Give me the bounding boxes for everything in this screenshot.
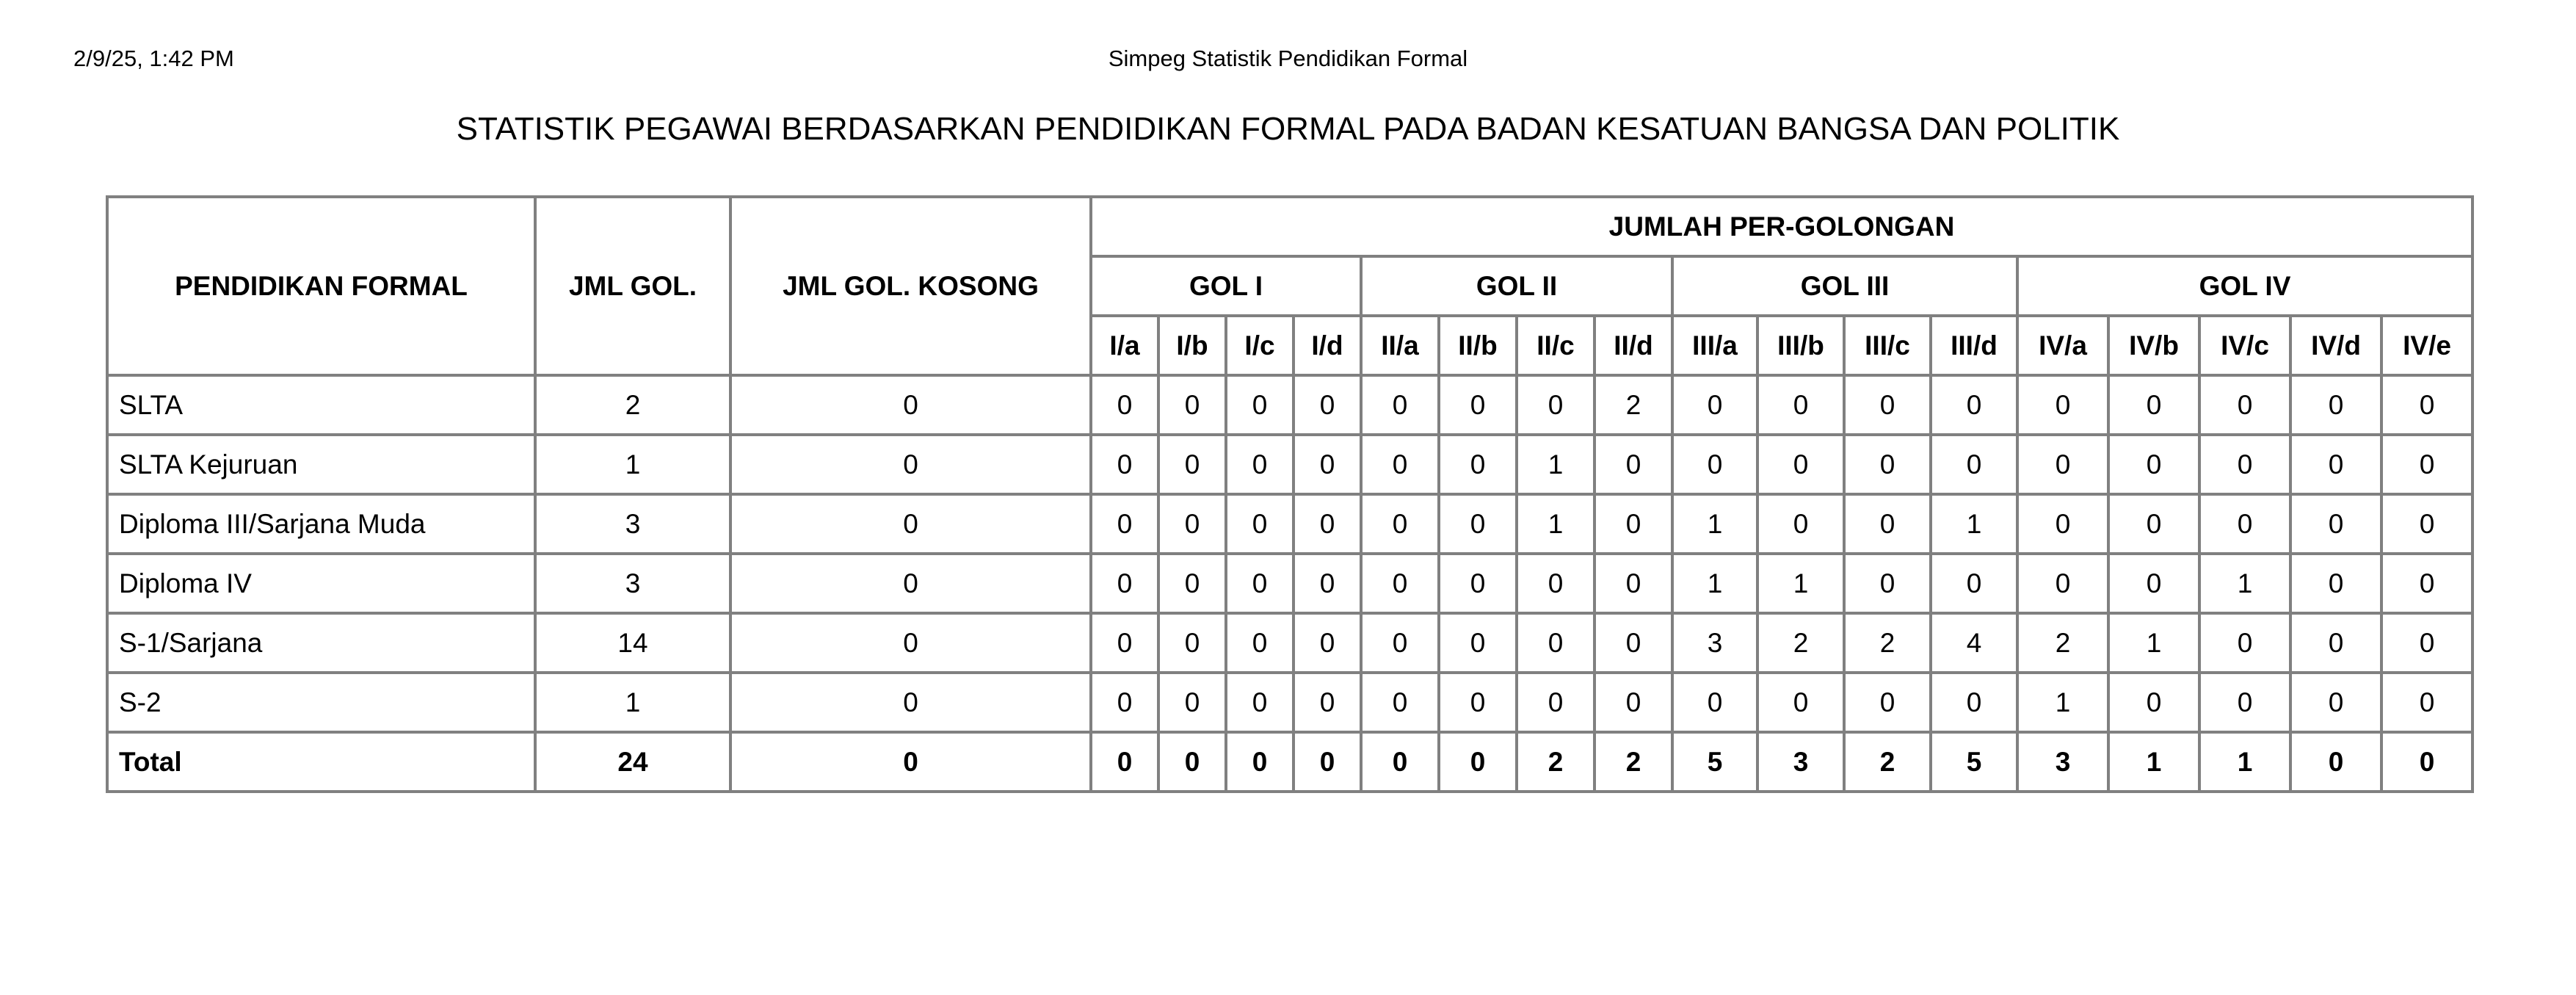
cell-golongan-value: 3 xyxy=(1757,732,1844,792)
cell-golongan-value: 0 xyxy=(1226,375,1294,435)
cell-golongan-value: 0 xyxy=(2290,494,2381,554)
cell-golongan-value: 2 xyxy=(2017,613,2108,673)
header-subgolongan: IV/e xyxy=(2381,316,2472,375)
cell-golongan-value: 0 xyxy=(1844,673,1931,732)
cell-golongan-value: 2 xyxy=(1757,613,1844,673)
header-subgolongan: I/a xyxy=(1091,316,1158,375)
cell-golongan-value: 0 xyxy=(1844,554,1931,613)
cell-golongan-value: 0 xyxy=(1439,375,1517,435)
cell-golongan-value: 0 xyxy=(1226,554,1294,613)
cell-golongan-value: 5 xyxy=(1931,732,2017,792)
header-subgolongan: III/b xyxy=(1757,316,1844,375)
cell-golongan-value: 1 xyxy=(2199,554,2290,613)
cell-golongan-value: 0 xyxy=(2381,494,2472,554)
cell-golongan-value: 1 xyxy=(1517,435,1594,494)
cell-golongan-value: 0 xyxy=(1844,494,1931,554)
cell-golongan-value: 0 xyxy=(1294,435,1361,494)
cell-golongan-value: 1 xyxy=(1517,494,1594,554)
cell-golongan-value: 0 xyxy=(1931,435,2017,494)
row-label: SLTA xyxy=(107,375,535,435)
cell-golongan-value: 0 xyxy=(2017,435,2108,494)
cell-jml-gol-kosong: 0 xyxy=(730,435,1091,494)
cell-golongan-value: 0 xyxy=(1517,375,1594,435)
cell-jml-gol-kosong: 0 xyxy=(730,494,1091,554)
cell-golongan-value: 0 xyxy=(2381,435,2472,494)
cell-golongan-value: 0 xyxy=(1091,554,1158,613)
cell-golongan-value: 0 xyxy=(1294,673,1361,732)
cell-golongan-value: 0 xyxy=(2290,435,2381,494)
header-subgolongan: II/d xyxy=(1594,316,1672,375)
cell-golongan-value: 0 xyxy=(1361,673,1439,732)
header-group: GOL III xyxy=(1672,256,2017,316)
cell-golongan-value: 0 xyxy=(2290,613,2381,673)
cell-golongan-value: 0 xyxy=(1226,435,1294,494)
cell-golongan-value: 1 xyxy=(2108,732,2199,792)
cell-golongan-value: 0 xyxy=(1757,673,1844,732)
cell-golongan-value: 2 xyxy=(1594,375,1672,435)
cell-golongan-value: 0 xyxy=(2381,732,2472,792)
cell-golongan-value: 0 xyxy=(1517,613,1594,673)
header-jml-gol-kosong: JML GOL. KOSONG xyxy=(730,197,1091,375)
cell-golongan-value: 0 xyxy=(2199,375,2290,435)
cell-golongan-value: 0 xyxy=(1439,554,1517,613)
cell-golongan-value: 4 xyxy=(1931,613,2017,673)
row-label: S-1/Sarjana xyxy=(107,613,535,673)
cell-golongan-value: 0 xyxy=(1361,732,1439,792)
header-group: GOL IV xyxy=(2017,256,2472,316)
cell-golongan-value: 0 xyxy=(1158,435,1226,494)
header-subgolongan: II/b xyxy=(1439,316,1517,375)
table-row xyxy=(107,613,2472,673)
cell-golongan-value: 0 xyxy=(1439,673,1517,732)
cell-jml-gol-kosong: 0 xyxy=(730,375,1091,435)
cell-golongan-value: 0 xyxy=(1226,494,1294,554)
table-row xyxy=(107,494,2472,554)
cell-golongan-value: 0 xyxy=(1757,435,1844,494)
cell-golongan-value: 0 xyxy=(1226,613,1294,673)
cell-golongan-value: 0 xyxy=(1091,732,1158,792)
cell-golongan-value: 0 xyxy=(1158,554,1226,613)
cell-golongan-value: 0 xyxy=(2290,673,2381,732)
cell-golongan-value: 0 xyxy=(2108,435,2199,494)
cell-jml-gol: 3 xyxy=(535,554,730,613)
cell-golongan-value: 0 xyxy=(1091,613,1158,673)
cell-golongan-value: 1 xyxy=(1757,554,1844,613)
cell-jml-gol: 3 xyxy=(535,494,730,554)
cell-golongan-value: 0 xyxy=(2199,613,2290,673)
cell-golongan-value: 0 xyxy=(1672,375,1757,435)
cell-golongan-value: 0 xyxy=(1517,554,1594,613)
cell-golongan-value: 1 xyxy=(1931,494,2017,554)
cell-golongan-value: 0 xyxy=(1091,494,1158,554)
cell-golongan-value: 0 xyxy=(1931,554,2017,613)
table-row xyxy=(107,554,2472,613)
cell-golongan-value: 0 xyxy=(1294,613,1361,673)
cell-golongan-value: 5 xyxy=(1672,732,1757,792)
cell-golongan-value: 0 xyxy=(1844,375,1931,435)
cell-golongan-value: 0 xyxy=(1757,375,1844,435)
header-group: GOL II xyxy=(1361,256,1672,316)
header-subgolongan: III/d xyxy=(1931,316,2017,375)
cell-golongan-value: 0 xyxy=(1931,375,2017,435)
cell-golongan-value: 0 xyxy=(2017,494,2108,554)
cell-golongan-value: 0 xyxy=(1091,375,1158,435)
cell-jml-gol-kosong: 0 xyxy=(730,732,1091,792)
cell-golongan-value: 0 xyxy=(1158,494,1226,554)
cell-golongan-value: 0 xyxy=(1844,435,1931,494)
cell-jml-gol: 1 xyxy=(535,435,730,494)
cell-jml-gol-kosong: 0 xyxy=(730,554,1091,613)
cell-golongan-value: 2 xyxy=(1594,732,1672,792)
statistics-table xyxy=(106,195,2474,793)
cell-golongan-value: 1 xyxy=(2199,732,2290,792)
cell-golongan-value: 0 xyxy=(1158,732,1226,792)
header-subgolongan: I/d xyxy=(1294,316,1361,375)
cell-golongan-value: 0 xyxy=(2199,673,2290,732)
header-subgolongan: IV/a xyxy=(2017,316,2108,375)
cell-golongan-value: 0 xyxy=(2381,613,2472,673)
header-group: GOL I xyxy=(1091,256,1361,316)
cell-jml-gol: 1 xyxy=(535,673,730,732)
header-subgolongan: III/a xyxy=(1672,316,1757,375)
cell-golongan-value: 0 xyxy=(2108,375,2199,435)
header-subgolongan: IV/c xyxy=(2199,316,2290,375)
cell-golongan-value: 1 xyxy=(2108,613,2199,673)
cell-golongan-value: 0 xyxy=(1672,435,1757,494)
cell-golongan-value: 0 xyxy=(1361,613,1439,673)
cell-golongan-value: 0 xyxy=(1439,494,1517,554)
cell-golongan-value: 0 xyxy=(2017,375,2108,435)
cell-golongan-value: 0 xyxy=(1361,494,1439,554)
header-subgolongan: IV/b xyxy=(2108,316,2199,375)
cell-golongan-value: 0 xyxy=(1091,435,1158,494)
cell-golongan-value: 0 xyxy=(2290,375,2381,435)
header-subgolongan: I/c xyxy=(1226,316,1294,375)
cell-golongan-value: 0 xyxy=(1517,673,1594,732)
cell-jml-gol: 2 xyxy=(535,375,730,435)
cell-golongan-value: 2 xyxy=(1844,732,1931,792)
print-page-title: Simpeg Statistik Pendidikan Formal xyxy=(1108,46,1468,71)
cell-golongan-value: 0 xyxy=(2108,673,2199,732)
header-jumlah-per-golongan: JUMLAH PER-GOLONGAN xyxy=(1091,197,2472,256)
cell-golongan-value: 0 xyxy=(2290,554,2381,613)
cell-golongan-value: 0 xyxy=(1439,732,1517,792)
cell-golongan-value: 0 xyxy=(1158,375,1226,435)
cell-golongan-value: 0 xyxy=(1594,673,1672,732)
header-subgolongan: III/c xyxy=(1844,316,1931,375)
cell-golongan-value: 0 xyxy=(1931,673,2017,732)
cell-golongan-value: 1 xyxy=(1672,554,1757,613)
cell-golongan-value: 3 xyxy=(2017,732,2108,792)
cell-jml-gol: 14 xyxy=(535,613,730,673)
print-header xyxy=(0,46,2576,78)
cell-golongan-value: 0 xyxy=(1158,613,1226,673)
cell-golongan-value: 1 xyxy=(2017,673,2108,732)
row-label: Total xyxy=(107,732,535,792)
cell-golongan-value: 1 xyxy=(1672,494,1757,554)
cell-golongan-value: 2 xyxy=(1844,613,1931,673)
cell-golongan-value: 0 xyxy=(2381,375,2472,435)
cell-golongan-value: 0 xyxy=(2199,494,2290,554)
cell-golongan-value: 0 xyxy=(1594,554,1672,613)
cell-golongan-value: 0 xyxy=(1672,673,1757,732)
cell-golongan-value: 0 xyxy=(1361,435,1439,494)
cell-golongan-value: 0 xyxy=(2108,494,2199,554)
header-subgolongan: IV/d xyxy=(2290,316,2381,375)
cell-golongan-value: 0 xyxy=(2017,554,2108,613)
cell-golongan-value: 0 xyxy=(1594,613,1672,673)
cell-golongan-value: 0 xyxy=(1439,613,1517,673)
cell-golongan-value: 0 xyxy=(1294,375,1361,435)
cell-golongan-value: 0 xyxy=(1594,494,1672,554)
cell-golongan-value: 0 xyxy=(1361,375,1439,435)
cell-golongan-value: 0 xyxy=(1439,435,1517,494)
cell-golongan-value: 0 xyxy=(1294,494,1361,554)
cell-golongan-value: 0 xyxy=(2290,732,2381,792)
report-title: STATISTIK PEGAWAI BERDASARKAN PENDIDIKAN FORMAL PADA BADAN KESATUAN BANGSA DAN POLITIK xyxy=(456,111,2120,147)
header-jml-gol: JML GOL. xyxy=(535,197,730,375)
cell-golongan-value: 2 xyxy=(1517,732,1594,792)
header-pendidikan-formal: PENDIDIKAN FORMAL xyxy=(107,197,535,375)
cell-jml-gol: 24 xyxy=(535,732,730,792)
cell-golongan-value: 0 xyxy=(2381,673,2472,732)
cell-golongan-value: 3 xyxy=(1672,613,1757,673)
table-row xyxy=(107,673,2472,732)
cell-golongan-value: 0 xyxy=(2381,554,2472,613)
cell-jml-gol-kosong: 0 xyxy=(730,613,1091,673)
header-subgolongan: II/c xyxy=(1517,316,1594,375)
header-subgolongan: I/b xyxy=(1158,316,1226,375)
cell-golongan-value: 0 xyxy=(1226,732,1294,792)
cell-golongan-value: 0 xyxy=(1594,435,1672,494)
cell-golongan-value: 0 xyxy=(1294,732,1361,792)
header-subgolongan: II/a xyxy=(1361,316,1439,375)
cell-golongan-value: 0 xyxy=(1757,494,1844,554)
cell-golongan-value: 0 xyxy=(1294,554,1361,613)
table-row xyxy=(107,375,2472,435)
cell-golongan-value: 0 xyxy=(2199,435,2290,494)
row-label: S-2 xyxy=(107,673,535,732)
cell-golongan-value: 0 xyxy=(1091,673,1158,732)
total-row xyxy=(107,732,2472,792)
cell-golongan-value: 0 xyxy=(2108,554,2199,613)
row-label: Diploma III/Sarjana Muda xyxy=(107,494,535,554)
cell-golongan-value: 0 xyxy=(1226,673,1294,732)
print-datetime: 2/9/25, 1:42 PM xyxy=(73,46,234,71)
cell-golongan-value: 0 xyxy=(1158,673,1226,732)
row-label: Diploma IV xyxy=(107,554,535,613)
cell-golongan-value: 0 xyxy=(1361,554,1439,613)
row-label: SLTA Kejuruan xyxy=(107,435,535,494)
cell-jml-gol-kosong: 0 xyxy=(730,673,1091,732)
table-row xyxy=(107,435,2472,494)
